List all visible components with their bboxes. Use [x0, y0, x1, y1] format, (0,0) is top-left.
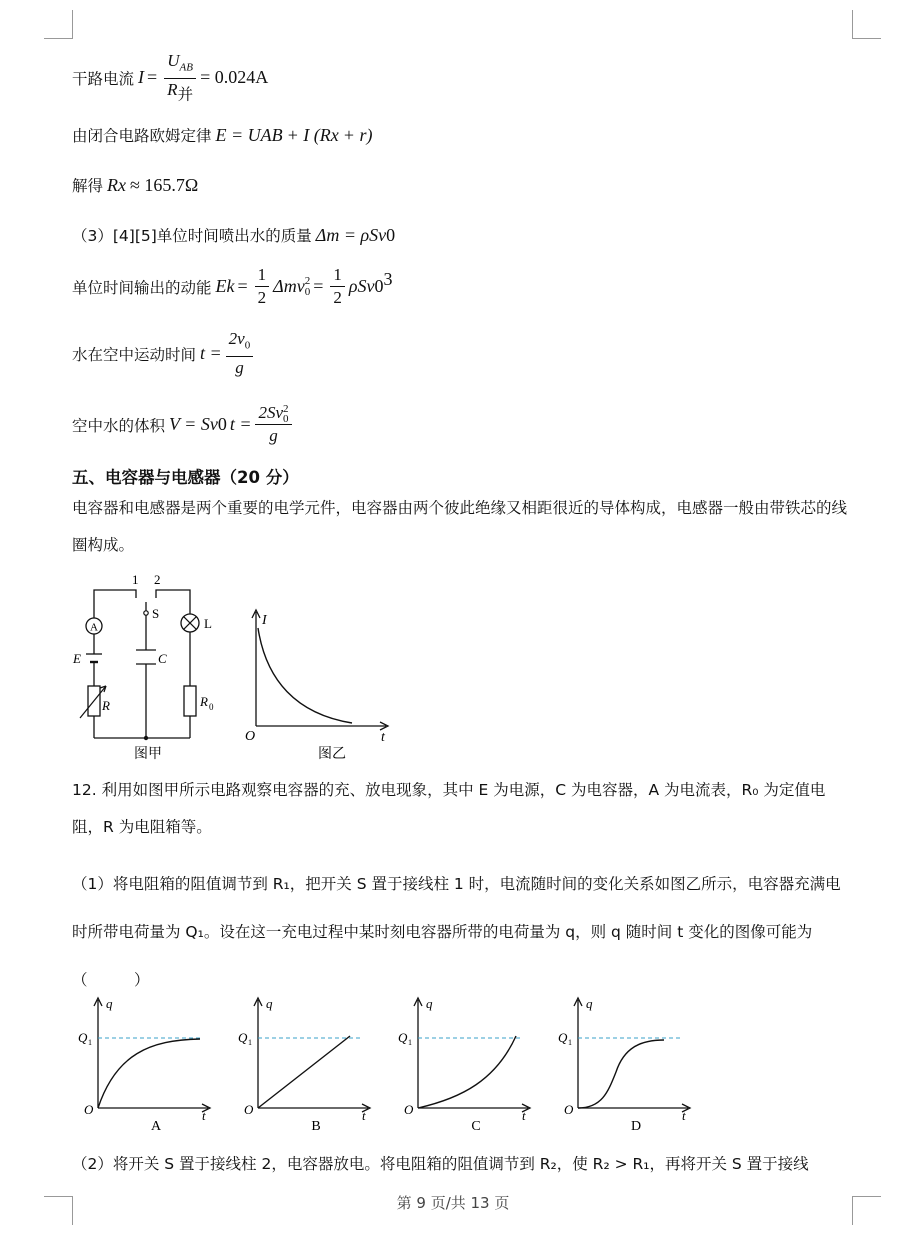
svg-text:q: q	[426, 996, 433, 1011]
fraction-half-2: $\frac{1}{2}$	[330, 264, 345, 309]
svg-text:t: t	[682, 1108, 686, 1123]
page-footer: 第 9 页/共 13 页	[396, 1194, 510, 1212]
svg-text:C: C	[158, 651, 167, 666]
option-label-d: D	[630, 1119, 642, 1134]
svg-text:1: 1	[568, 1038, 572, 1047]
section-heading: 五、电容器与电感器（20 分）	[72, 468, 299, 487]
equation-ohms-law: 由闭合电路欧姆定律 E = U AB + I (R x + r)	[72, 124, 373, 145]
option-graph-b[interactable]	[238, 996, 370, 1134]
current-time-graph	[240, 602, 400, 762]
current-decay-curve	[258, 628, 352, 723]
corner-mark-top-left	[44, 10, 73, 39]
question-12: 12. 利用如图甲所示电路观察电容器的充、放电现象，其中 E 为电源，C 为电容器，A 为电流表，R₀ 为定值电阻，R 为电阻箱等。	[72, 781, 826, 836]
equation-mass-per-time: （3）[4][5]单位时间喷出水的质量 Δm = ρSv 0	[72, 224, 396, 245]
fraction: $\frac{U_{AB}}{R_并}$	[164, 50, 196, 106]
circuit-diagram	[70, 568, 230, 763]
equation-flight-time: 水在空中运动时间 t = $\frac{2v_0}{g}$	[72, 328, 257, 379]
question-12-part-2: （2）将开关 S 置于接线柱 2，电容器放电。将电阻箱的阻值调节到 R₂，使 R₂ > R₁，再将开关 S 置于接线	[72, 1155, 809, 1173]
option-graph-d[interactable]	[558, 996, 690, 1134]
fraction: 2Sv 2 0 g	[255, 402, 291, 447]
equation-solve-rx: 解得 R x ≈ 165.7Ω	[72, 174, 199, 195]
svg-text:E: E	[73, 651, 81, 666]
question-12-part-1: （1）将电阻箱的阻值调节到 R₁，把开关 S 置于接线柱 1 时，电流随时间的变化关系如图乙所示，电容器充满电时所带电荷量为 Q₁。设在这一充电过程中某时刻电容器所带的电荷量为 q，则 q 随时间 t 变化的图像可能为（ ）	[72, 875, 841, 989]
option-label-c: C	[471, 1119, 481, 1134]
option-graph-c[interactable]	[398, 996, 530, 1134]
svg-text:1: 1	[408, 1038, 412, 1047]
svg-text:O: O	[244, 1102, 254, 1117]
figure-caption-jia: 图甲	[134, 746, 162, 762]
svg-text:I: I	[262, 613, 267, 628]
equation-water-volume: 空中水的体积 V = Sv 0 t = 2Sv 2 0 g	[72, 402, 296, 447]
section-intro: 电容器和电感器是两个重要的电学元件，电容器由两个彼此绝缘又相距很近的导体构成，电感器一般由带铁芯的线圈构成。	[72, 499, 848, 554]
svg-text:Q: Q	[238, 1030, 248, 1045]
answer-options	[72, 992, 712, 1137]
svg-text:q: q	[266, 996, 273, 1011]
svg-text:Q: Q	[78, 1030, 88, 1045]
fraction: $\frac{2v_0}{g}$	[226, 328, 254, 379]
fraction-half: $\frac{1}{2}$	[255, 264, 270, 309]
equation-main-current: 干路电流 I = $\frac{U_{AB}}{R_并}$ = 0.024A	[72, 51, 269, 104]
svg-text:O: O	[404, 1102, 414, 1117]
svg-text:O: O	[564, 1102, 574, 1117]
svg-text:L: L	[204, 616, 212, 631]
svg-text:1: 1	[132, 572, 139, 587]
option-label-b: B	[311, 1119, 321, 1134]
svg-text:R: R	[102, 698, 110, 713]
svg-text:q: q	[586, 996, 593, 1011]
svg-text:2: 2	[154, 572, 161, 587]
svg-text:1: 1	[248, 1038, 252, 1047]
svg-text:t: t	[381, 730, 385, 745]
svg-text:0: 0	[209, 702, 214, 712]
svg-text:O: O	[245, 729, 256, 744]
ammeter-label: A	[90, 621, 98, 634]
svg-text:1: 1	[88, 1038, 92, 1047]
equation-kinetic-energy: 单位时间输出的动能 E k = $\frac{1}{2}$ Δmv 2 0 = $\frac{1}{2}$ ρSv 0 3	[72, 265, 393, 307]
svg-text:O: O	[84, 1102, 94, 1117]
svg-text:t: t	[522, 1108, 526, 1123]
svg-text:Q: Q	[558, 1030, 568, 1045]
option-label-a: A	[150, 1119, 162, 1134]
svg-text:t: t	[202, 1108, 206, 1123]
svg-text:q: q	[106, 996, 113, 1011]
corner-mark-top-right	[852, 10, 881, 39]
svg-text:t: t	[362, 1108, 366, 1123]
option-graph-a[interactable]	[78, 996, 210, 1134]
svg-text:S: S	[152, 606, 160, 621]
svg-text:Q: Q	[398, 1030, 408, 1045]
figure-caption-yi: 图乙	[318, 746, 346, 762]
svg-text:R: R	[200, 694, 208, 709]
